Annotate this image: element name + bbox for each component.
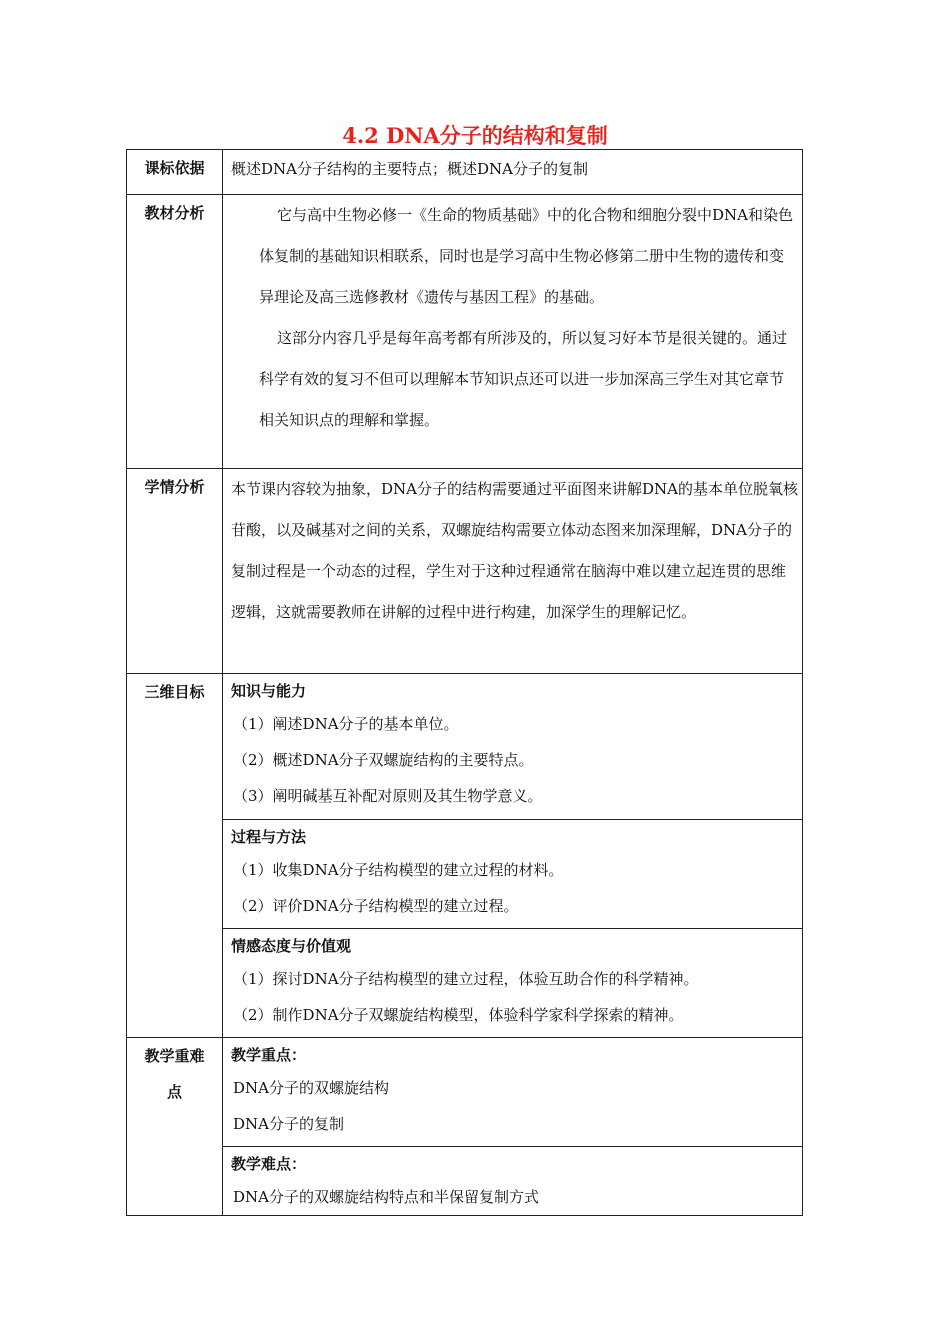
row-keypoints-difficulty: [127, 1147, 803, 1216]
difficulty-item: DNA分子的双螺旋结构特点和半保留复制方式: [233, 1188, 539, 1206]
row-goals-emotion: [127, 929, 803, 1038]
row-goals-process: [127, 820, 803, 929]
process-item: （2）评价DNA分子结构模型的建立过程。: [233, 897, 519, 915]
emotion-item: （1）探讨DNA分子结构模型的建立过程，体验互助合作的科学精神。: [233, 970, 699, 988]
row-keypoints-focus: [127, 1038, 803, 1147]
lesson-plan-table: [126, 149, 803, 1216]
row-curriculum: [127, 150, 803, 195]
keypoints-label-line-1: 教学重难: [144, 1047, 205, 1065]
knowledge-item: （1）阐述DNA分子的基本单位。: [233, 715, 459, 733]
process-item: （1）收集DNA分子结构模型的建立过程的材料。: [233, 861, 564, 879]
focus-heading: 教学重点：: [231, 1046, 307, 1064]
goals-knowledge-section: [223, 674, 803, 820]
row-label-curriculum: 课标依据: [127, 150, 223, 195]
students-analysis-text: 本节课内容较为抽象，DNA分子的结构需要通过平面图来讲解DNA的基本单位脱氧核苷酸，以及碱基对之间的关系，双螺旋结构需要立体动态图来加深理解，DNA分子的复制过程是一个动态的过程，学生对于这种过程通常在脑海中难以建立起连贯的思维逻辑，这就需要教师在讲解的过程中进行构建，加深学生的理解记忆。: [231, 480, 798, 621]
row-label-textbook: 教材分析: [127, 195, 223, 469]
goals-process-section: [223, 820, 803, 929]
row-students: [127, 469, 803, 674]
curriculum-text: 概述DNA分子结构的主要特点；概述DNA分子的复制: [231, 160, 588, 178]
knowledge-heading: 知识与能力: [231, 682, 307, 700]
row-goals-knowledge: [127, 674, 803, 820]
row-label-students: 学情分析: [127, 469, 223, 674]
page-title: 4.2 DNA分子的结构和复制: [342, 123, 608, 148]
row-content-students: [223, 469, 803, 674]
textbook-paragraph-2: 这部分内容几乎是每年高考都有所涉及的，所以复习好本节是很关键的。通过科学有效的复习不但可以理解本节知识点还可以进一步加深高三学生对其它章节相关知识点的理解和掌握。: [259, 329, 788, 429]
emotion-heading: 情感态度与价值观: [231, 937, 352, 955]
row-content-curriculum: [223, 150, 803, 195]
keypoints-difficulty-section: [223, 1147, 803, 1216]
row-label-keypoints: [127, 1038, 223, 1216]
textbook-paragraph-1: 它与高中生物必修一《生命的物质基础》中的化合物和细胞分裂中DNA和染色体复制的基础知识相联系，同时也是学习高中生物必修第二册中生物的遗传和变异理论及高三选修教材《遗传与基因工程》的基础。: [259, 206, 793, 306]
keypoints-focus-section: [223, 1038, 803, 1147]
knowledge-item: （3）阐明碱基互补配对原则及其生物学意义。: [233, 787, 543, 805]
focus-item: DNA分子的复制: [233, 1115, 344, 1133]
knowledge-item: （2）概述DNA分子双螺旋结构的主要特点。: [233, 751, 534, 769]
focus-item: DNA分子的双螺旋结构: [233, 1079, 389, 1097]
keypoints-label-line-2: 点: [166, 1083, 182, 1101]
difficulty-heading: 教学难点：: [231, 1155, 307, 1173]
row-content-textbook: [223, 195, 803, 469]
emotion-item: （2）制作DNA分子双螺旋结构模型，体验科学家科学探索的精神。: [233, 1006, 684, 1024]
row-label-goals: 三维目标: [127, 674, 223, 1038]
row-textbook: [127, 195, 803, 469]
process-heading: 过程与方法: [231, 828, 307, 846]
goals-emotion-section: [223, 929, 803, 1038]
